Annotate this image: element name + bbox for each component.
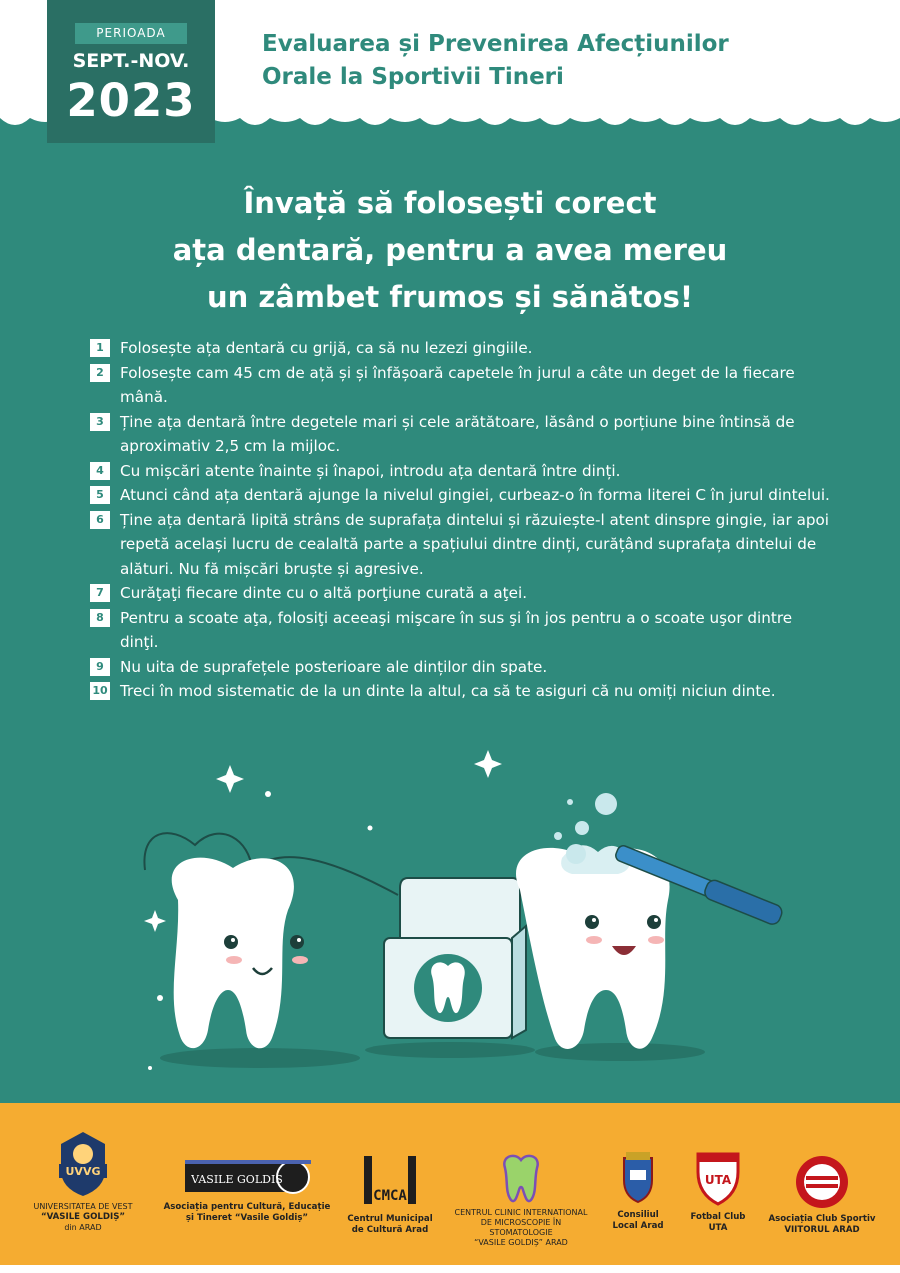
uvvg-line1: UNIVERSITATEA DE VEST — [33, 1202, 133, 1211]
step-text: Pentru a scoate aţa, folosiţi aceeaşi mişcare în sus şi în jos pentru a o scoate uşor dintre dinţi. — [120, 608, 793, 651]
ccims-line1: CENTRUL CLINIC INTERNATIONAL — [454, 1208, 588, 1217]
logo-asociatia — [162, 1130, 332, 1224]
logo-uta — [680, 1130, 756, 1234]
step-item — [90, 679, 830, 704]
step-text: Folosește ața dentară cu grijă, ca să nu lezezi gingiile. — [120, 339, 533, 357]
step-text: Ține ața dentară între degetele mari și cele arătătoare, lăsând o porțiune bine întinsă de aproximativ 2,5 cm la mijloc. — [120, 412, 795, 455]
step-item — [90, 483, 830, 508]
period-label: PERIOADA — [75, 23, 187, 44]
viitorul-line1: Asociația Club Sportiv — [768, 1214, 876, 1224]
step-number: 7 — [90, 584, 110, 602]
consiliu-line1: Consiliul — [617, 1210, 659, 1220]
logo-viitorul — [762, 1130, 882, 1236]
step-item — [90, 581, 830, 606]
cmca-logo-icon — [360, 1152, 420, 1210]
uta-mark: UTA — [704, 1173, 732, 1187]
uta-line2: UTA — [708, 1223, 728, 1233]
project-title-line1: Evaluarea și Prevenirea Afecțiunilor — [262, 31, 729, 57]
uvvg-mark: UVVG — [65, 1165, 101, 1178]
cmca-line2: de Cultură Arad — [351, 1225, 429, 1235]
viitorul-line2: VIITORUL ARAD — [784, 1225, 860, 1235]
project-title-line2: Orale la Sportivii Tineri — [262, 64, 564, 90]
step-text: Ține ața dentară lipită strâns de suprafața dintelui și răzuiește-l atent dinspre gingie, iar apoi repetă același lucru de cealaltă parte a spațiului dintre dinți, curățând suprafața dintelui de alături. Nu fă mișcări bruște și agresive. — [120, 510, 830, 578]
asoc-line2: și Tineret “Vasile Goldiș” — [185, 1213, 309, 1223]
ccims-line2: DE MICROSCOPIE ÎN STOMATOLOGIE — [480, 1218, 562, 1237]
logo-cmca — [340, 1130, 440, 1236]
logo-ccims — [448, 1130, 594, 1248]
step-text: Folosește cam 45 cm de ață și și înfășoară capetele în jurul a câte un deget de la fiecare mână. — [120, 363, 795, 406]
teeth-illustration — [100, 750, 820, 1090]
uvvg-logo-icon — [53, 1130, 113, 1198]
uta-crest-icon — [695, 1150, 741, 1208]
uvvg-line2: “VASILE GOLDIȘ” — [40, 1212, 126, 1222]
project-title — [262, 28, 882, 94]
step-item — [90, 459, 830, 484]
step-item — [90, 508, 830, 582]
headline-line1: Învață să folosești corect — [243, 186, 657, 220]
cmca-mark: CMCA — [373, 1188, 407, 1204]
viitorul-badge-icon — [794, 1154, 850, 1210]
uvvg-line3: din ARAD — [64, 1223, 102, 1232]
step-number: 6 — [90, 511, 110, 529]
right-tooth — [516, 845, 670, 1049]
tooth-logo-icon — [497, 1152, 545, 1204]
step-item — [90, 606, 830, 655]
vasile-goldis-banner-icon — [183, 1158, 311, 1198]
logo-uvvg — [28, 1130, 138, 1233]
ccims-line3: “VASILE GOLDIȘ” ARAD — [474, 1238, 568, 1247]
cmca-line1: Centrul Municipal — [347, 1214, 433, 1224]
period-year: 2023 — [66, 74, 196, 127]
step-item — [90, 361, 830, 410]
step-text: Cu mișcări atente înainte și înapoi, introdu ața dentară între dinți. — [120, 461, 621, 480]
left-tooth — [172, 858, 308, 1049]
period-badge — [47, 0, 215, 143]
period-months: SEPT.-NOV. — [72, 50, 190, 72]
footer-bottom-strip — [0, 1265, 900, 1273]
step-text: Nu uita de suprafețele posterioare ale dinților din spate. — [120, 657, 548, 676]
step-number: 3 — [90, 413, 110, 431]
step-item — [90, 655, 830, 680]
step-number: 4 — [90, 462, 110, 480]
step-number: 5 — [90, 486, 110, 504]
headline-line3: un zâmbet frumos și sănătos! — [206, 280, 694, 314]
step-number: 2 — [90, 364, 110, 382]
step-number: 1 — [90, 339, 110, 357]
logo-consiliu — [600, 1130, 676, 1232]
step-text: Curăţaţi fiecare dinte cu o altă porţiune curată a aţei. — [120, 584, 528, 602]
step-item — [90, 410, 830, 459]
step-number: 9 — [90, 658, 110, 676]
headline-line2: ața dentară, pentru a avea mereu — [172, 233, 728, 267]
asoc-line1: Asociația pentru Cultură, Educație — [163, 1202, 331, 1212]
steps-list — [90, 336, 830, 704]
step-item — [90, 336, 830, 361]
headline — [60, 180, 840, 321]
step-number: 10 — [90, 682, 110, 700]
asoc-mark: VASILE GOLDIȘ — [191, 1173, 283, 1186]
uta-line1: Fotbal Club — [690, 1212, 746, 1222]
step-number: 8 — [90, 609, 110, 627]
floss-box-icon — [384, 878, 526, 1038]
arad-crest-icon — [618, 1150, 658, 1206]
step-text: Treci în mod sistematic de la un dinte la altul, ca să te asiguri că nu omiți niciun dinte. — [120, 682, 776, 700]
consiliu-line2: Local Arad — [612, 1221, 664, 1231]
step-text: Atunci când ața dentară ajunge la nivelul gingiei, curbeaz-o în forma literei C în jurul dintelui. — [120, 486, 830, 504]
